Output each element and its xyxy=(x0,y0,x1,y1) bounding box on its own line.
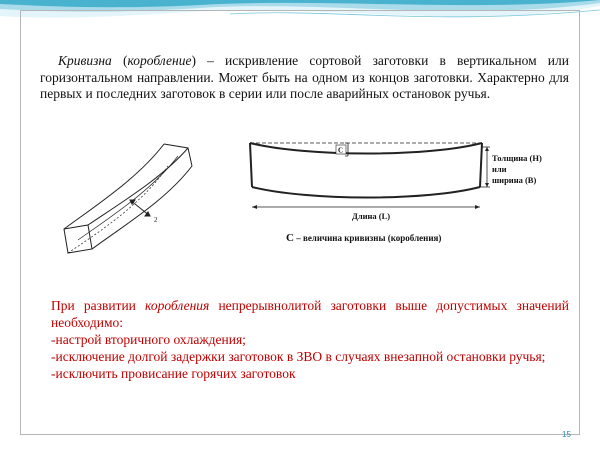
billet-label: 2 xyxy=(154,216,158,224)
lead-end: непрерывнолитой заготовки выше допустимых значений необходимо: xyxy=(51,298,569,330)
recommendations-lead xyxy=(51,297,569,331)
intro-term: Кривизна xyxy=(58,53,112,68)
diagram-caption-symbol: С xyxy=(286,232,294,244)
diagram-length-label: Длина (L) xyxy=(352,211,391,221)
curvature-diagram xyxy=(238,137,578,249)
diagram-caption xyxy=(286,232,441,244)
intro-paragraph: Кривизна (коробление) – искривление сортовой заготовки в вертикальном или горизонтальном направлении. Может быть на одном из концов заготовки. Характерно для первых и последних заготовок в серии или после аварийных остановок ручья. xyxy=(40,53,569,101)
diagram-c-label: C xyxy=(338,146,344,155)
recommendation-item: -исключение долгой задержки заготовок в ЗВО в случаях внезапной остановки ручья; xyxy=(51,349,546,364)
recommendation-item: -исключить провисание горячих заготовок xyxy=(51,366,296,381)
diagram-thickness-label: Толщина (H) xyxy=(492,153,542,163)
billet-3d-drawing xyxy=(58,138,203,278)
diagram-width-label: ширина (B) xyxy=(492,175,537,185)
diagram-caption-text: – величина кривизны (коробления) xyxy=(293,233,442,243)
recommendations-block xyxy=(51,297,569,382)
lead-term: коробления xyxy=(145,298,210,313)
intro-term-paren: коробление xyxy=(127,53,192,68)
recommendation-item: -настрой вторичного охлаждения; xyxy=(51,332,246,347)
page-number: 15 xyxy=(562,430,571,439)
lead-start: При развитии xyxy=(51,298,146,313)
intro-definition: – искривление сортовой заготовки в вертикальном или горизонтальном направлении. Может быть на одном из концов заготовки. Характерно для первых и последних заготовок в серии или после аварийных остановок ручья. xyxy=(40,53,569,101)
diagram-or-label: или xyxy=(492,164,507,174)
